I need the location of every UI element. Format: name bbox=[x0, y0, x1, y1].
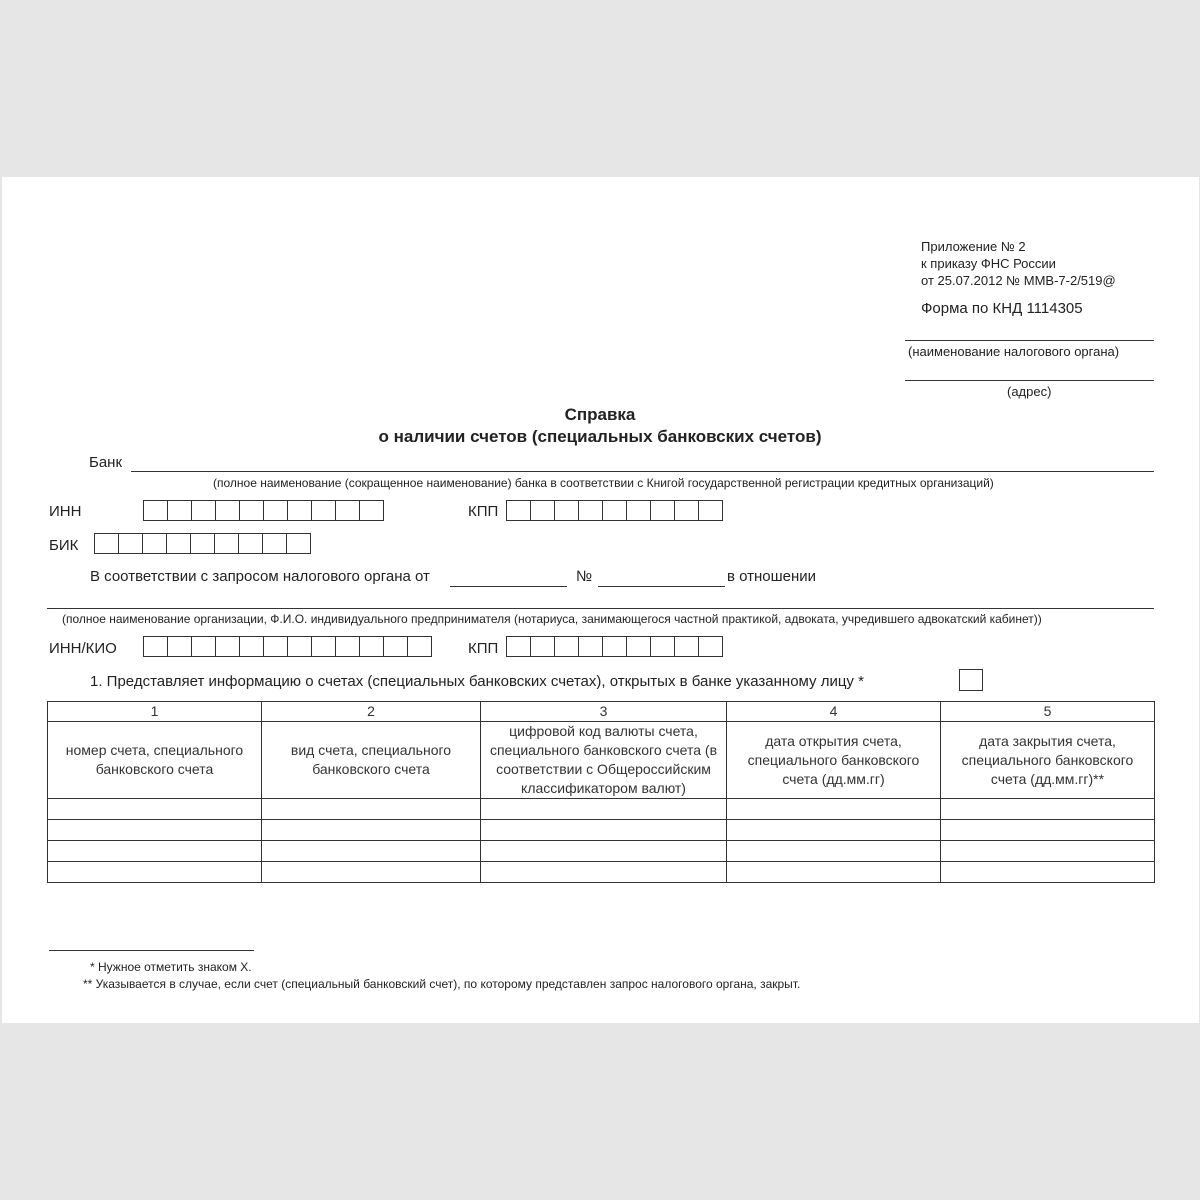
table-cell[interactable] bbox=[727, 799, 941, 820]
footnote-separator bbox=[49, 950, 254, 951]
tax-authority-line bbox=[905, 340, 1154, 341]
table-cell[interactable] bbox=[48, 862, 262, 883]
table-cell[interactable] bbox=[481, 862, 727, 883]
table-cell[interactable] bbox=[941, 799, 1155, 820]
bank-caption: (полное наименование (сокращенное наименование) банка в соответствии с Книгой государственной регистрации кредитных организаций) bbox=[213, 476, 994, 490]
col-number: 3 bbox=[481, 702, 727, 722]
inn-kio-label: ИНН/КИО bbox=[49, 640, 117, 657]
inn-label: ИНН bbox=[49, 503, 82, 520]
table-cell[interactable] bbox=[727, 820, 941, 841]
footnote-2: ** Указывается в случае, если счет (специальный банковский счет), по которому представлен запрос налогового органа, закрыт. bbox=[83, 977, 801, 991]
table-cell[interactable] bbox=[727, 862, 941, 883]
title-line-1: Справка bbox=[564, 405, 636, 424]
header-open-date: дата открытия счета, специального банковского счета (дд.мм.гг) bbox=[727, 722, 941, 799]
bank-name-line bbox=[131, 471, 1154, 472]
table-row bbox=[48, 820, 1155, 841]
table-row bbox=[48, 862, 1155, 883]
table-cell[interactable] bbox=[262, 841, 481, 862]
appendix-line-2: к приказу ФНС России bbox=[921, 256, 1056, 271]
table-cell[interactable] bbox=[262, 799, 481, 820]
address-caption: (адрес) bbox=[1007, 384, 1052, 399]
section1-text: 1. Представляет информацию о счетах (специальных банковских счетах), открытых в банке указанному лицу * bbox=[90, 673, 864, 690]
inn-boxes[interactable] bbox=[143, 500, 384, 521]
table-cell[interactable] bbox=[481, 799, 727, 820]
table-cell[interactable] bbox=[48, 799, 262, 820]
table-cell[interactable] bbox=[941, 841, 1155, 862]
bik-label: БИК bbox=[49, 537, 79, 554]
request-text: В соответствии с запросом налогового органа от bbox=[90, 568, 430, 585]
title-line-2: о наличии счетов (специальных банковских счетов) bbox=[378, 427, 822, 446]
request-date-line[interactable] bbox=[450, 586, 567, 587]
bank-label: Банк bbox=[89, 454, 123, 471]
inn-kio-boxes[interactable] bbox=[143, 636, 432, 657]
address-line bbox=[905, 380, 1154, 381]
table-cell[interactable] bbox=[941, 862, 1155, 883]
col-number: 2 bbox=[262, 702, 481, 722]
table-cell[interactable] bbox=[48, 841, 262, 862]
col-number: 5 bbox=[941, 702, 1155, 722]
table-cell[interactable] bbox=[48, 820, 262, 841]
header-close-date: дата закрытия счета, специального банковского счета (дд.мм.гг)** bbox=[941, 722, 1155, 799]
header-account-number: номер счета, специального банковского счета bbox=[48, 722, 262, 799]
table-number-row bbox=[48, 702, 1155, 722]
table-header-row bbox=[48, 722, 1155, 799]
table-cell[interactable] bbox=[481, 820, 727, 841]
org-name-line[interactable] bbox=[47, 608, 1154, 609]
request-regarding: в отношении bbox=[727, 568, 817, 585]
request-number-line[interactable] bbox=[598, 586, 725, 587]
bik-boxes[interactable] bbox=[94, 533, 311, 554]
org-kpp-boxes[interactable] bbox=[506, 636, 723, 657]
col-number: 4 bbox=[727, 702, 941, 722]
tax-authority-caption: (наименование налогового органа) bbox=[908, 344, 1120, 359]
table-cell[interactable] bbox=[262, 820, 481, 841]
section1-checkbox[interactable] bbox=[959, 669, 983, 691]
appendix-line-3: от 25.07.2012 № ММВ-7-2/519@ bbox=[921, 273, 1116, 288]
table-cell[interactable] bbox=[262, 862, 481, 883]
accounts-table bbox=[47, 701, 1155, 883]
table-row bbox=[48, 799, 1155, 820]
kpp-boxes[interactable] bbox=[506, 500, 723, 521]
request-number-label: № bbox=[576, 568, 593, 585]
kpp-label: КПП bbox=[468, 503, 499, 520]
header-currency-code: цифровой код валюты счета, специального банковского счета (в соответствии с Общероссийским классификатором валют) bbox=[481, 722, 727, 799]
col-number: 1 bbox=[48, 702, 262, 722]
org-kpp-label: КПП bbox=[468, 640, 499, 657]
footnote-1: * Нужное отметить знаком Х. bbox=[90, 960, 252, 974]
document-title bbox=[0, 404, 1200, 448]
form-code: Форма по КНД 1114305 bbox=[921, 300, 1083, 317]
table-cell[interactable] bbox=[481, 841, 727, 862]
header-account-type: вид счета, специального банковского счета bbox=[262, 722, 481, 799]
org-caption: (полное наименование организации, Ф.И.О. индивидуального предпринимателя (нотариуса, занимающегося частной практикой, адвоката, учредившего адвокатский кабинет)) bbox=[62, 612, 1042, 626]
table-cell[interactable] bbox=[941, 820, 1155, 841]
appendix-line-1: Приложение № 2 bbox=[921, 239, 1026, 254]
table-cell[interactable] bbox=[727, 841, 941, 862]
table-row bbox=[48, 841, 1155, 862]
